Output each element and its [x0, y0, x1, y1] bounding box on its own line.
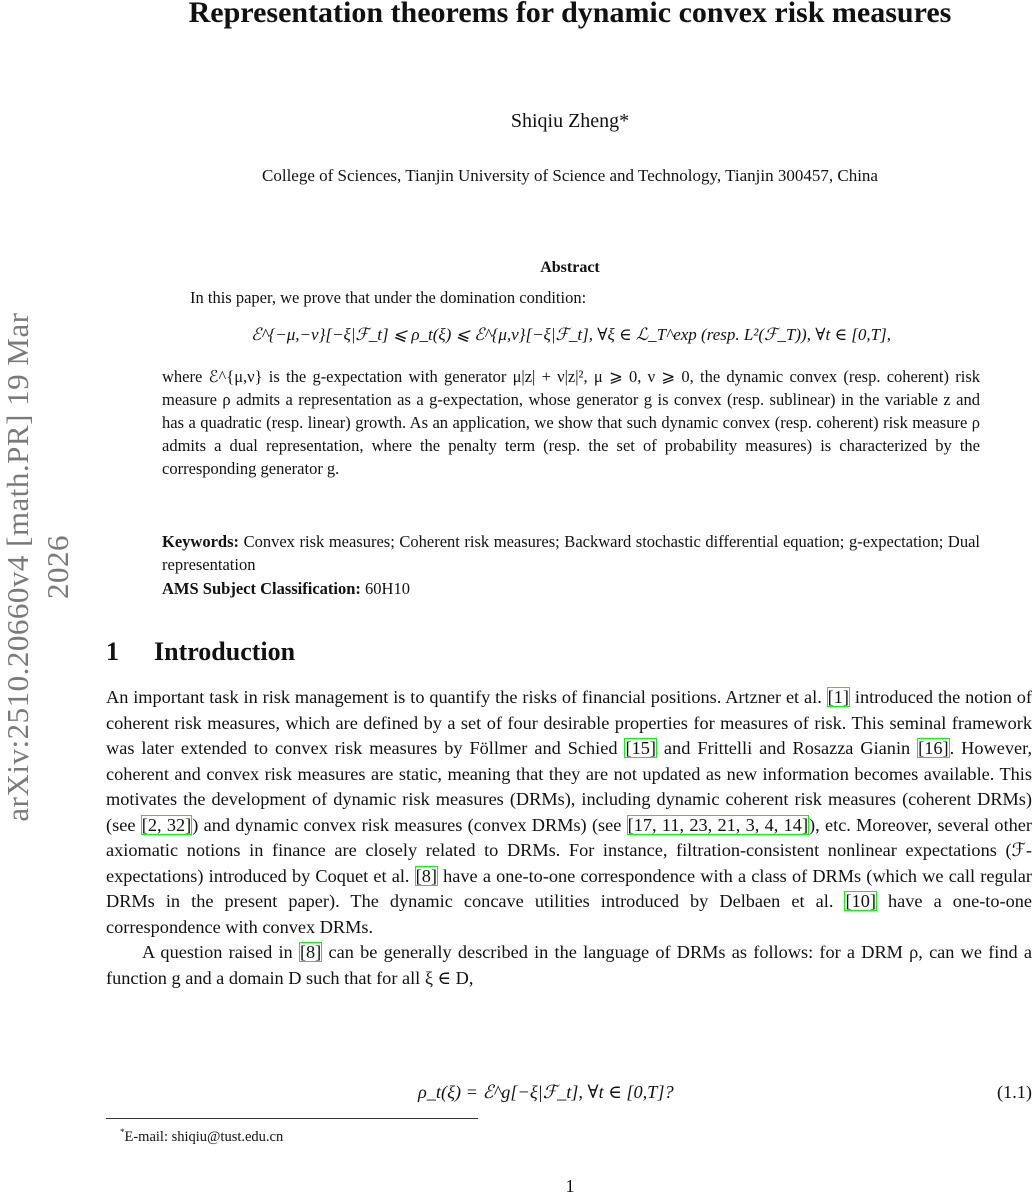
abstract-equation: ℰ^{−μ,−ν}[−ξ|ℱ_t] ⩽ ρ_t(ξ) ⩽ ℰ^{μ,ν}[−ξ|ℱ_t], ∀ξ ∈ ℒ_T^exp (resp. L²(ℱ_T)), ∀t ∈ [0,T], [251, 325, 891, 344]
author-name: Shiqiu Zheng* [510, 110, 630, 132]
equation-formula: ρ_t(ξ) = ℰ^g[−ξ|ℱ_t], ∀t ∈ [0,T]? [418, 1082, 674, 1102]
paper-title: Representation theorems for dynamic convex risk measures [188, 0, 952, 29]
citation-link[interactable]: [15] [625, 738, 656, 758]
citation-link[interactable]: [8] [415, 865, 437, 886]
ams-text: 60H10 [365, 579, 410, 598]
abstract-body: where ℰ^{μ,ν} is the g-expectation with generator μ|z| + ν|z|², μ ⩾ 0, ν ⩾ 0, the dynamic convex (resp. coherent) risk measure ρ admits a representation as a g-expectation, whose generator g is convex (resp. sublinear) in the variable z and has a quadratic (resp. linear) growth. As an application, we show that such dynamic convex (resp. coherent) risk measure ρ admits a dual representation, where the penalty term (resp. the set of probability measures) is characterized by the corresponding generator g. [162, 367, 980, 478]
citation-link[interactable]: [8] [299, 942, 322, 962]
page-number: 1 [565, 1176, 575, 1196]
citation-link[interactable]: [16] [918, 738, 949, 758]
footnote: *E-mail: shiqiu@tust.edu.cn [120, 1127, 284, 1145]
citation-link[interactable]: [17, 11, 23, 21, 3, 4, 14] [627, 814, 809, 835]
arxiv-sidebar-stamp: arXiv:2510.20660v4 [math.PR] 19 Mar 2026 [0, 312, 75, 822]
equation-label: (1.1) [996, 1082, 1032, 1102]
citation-link[interactable]: [2, 32] [141, 814, 192, 835]
section-title: Introduction [154, 637, 296, 666]
footnote-rule [106, 1118, 478, 1119]
keywords-label: Keywords: [162, 532, 239, 551]
abstract-heading: Abstract [540, 259, 600, 276]
ams-classification [162, 577, 980, 600]
footnote-email: E-mail: shiqiu@tust.edu.cn [124, 1128, 284, 1145]
citation-link[interactable]: [1] [827, 687, 849, 707]
keywords-text: Convex risk measures; Coherent risk measures; Backward stochastic differential equation; g-expectation; Dual representation [162, 532, 980, 574]
keywords [162, 530, 980, 576]
intro-body [106, 685, 1032, 991]
ams-label: AMS Subject Classification: [162, 579, 361, 598]
citation-link[interactable]: [10] [845, 891, 876, 911]
affiliation: College of Sciences, Tianjin University of Science and Technology, Tianjin 300457, China [262, 166, 878, 185]
paragraph-1: An important task in risk management is to quantify the risks of financial positions. Artzner et al. [1] introduced the notion of coherent risk measures, which are defined by a set of four desirable properties for measures of risk. This seminal framework was later extended to convex risk measures by Föllmer and Schied [15] and Frittelli and Rosazza Gianin [16]. However, coherent and convex risk measures are static, meaning that they are not updated as new information becomes available. This motivates the development of dynamic risk measures (DRMs), including dynamic coherent risk measures (coherent DRMs) (see [2, 32]) and dynamic convex risk measures (convex DRMs) (see [17, 11, 23, 21, 3, 4, 14]), etc. Moreover, several other axiomatic notions in finance are closely related to DRMs. For instance, filtration-consistent nonlinear expectations (ℱ-expectations) introduced by Coquet et al. [8] have a one-to-one correspondence with a class of DRMs (which we call regular DRMs in the present paper). The dynamic concave utilities introduced by Delbaen et al. [10] have a one-to-one correspondence with convex DRMs. [106, 687, 1033, 937]
section-number: 1 [106, 637, 119, 666]
section-heading [106, 637, 295, 667]
abstract-intro: In this paper, we prove that under the domination condition: [190, 288, 587, 307]
paragraph-2: A question raised in [8] can be generally described in the language of DRMs as follows: for a DRM ρ, can we find a function g and a domain D such that for all ξ ∈ D, [106, 942, 1033, 988]
